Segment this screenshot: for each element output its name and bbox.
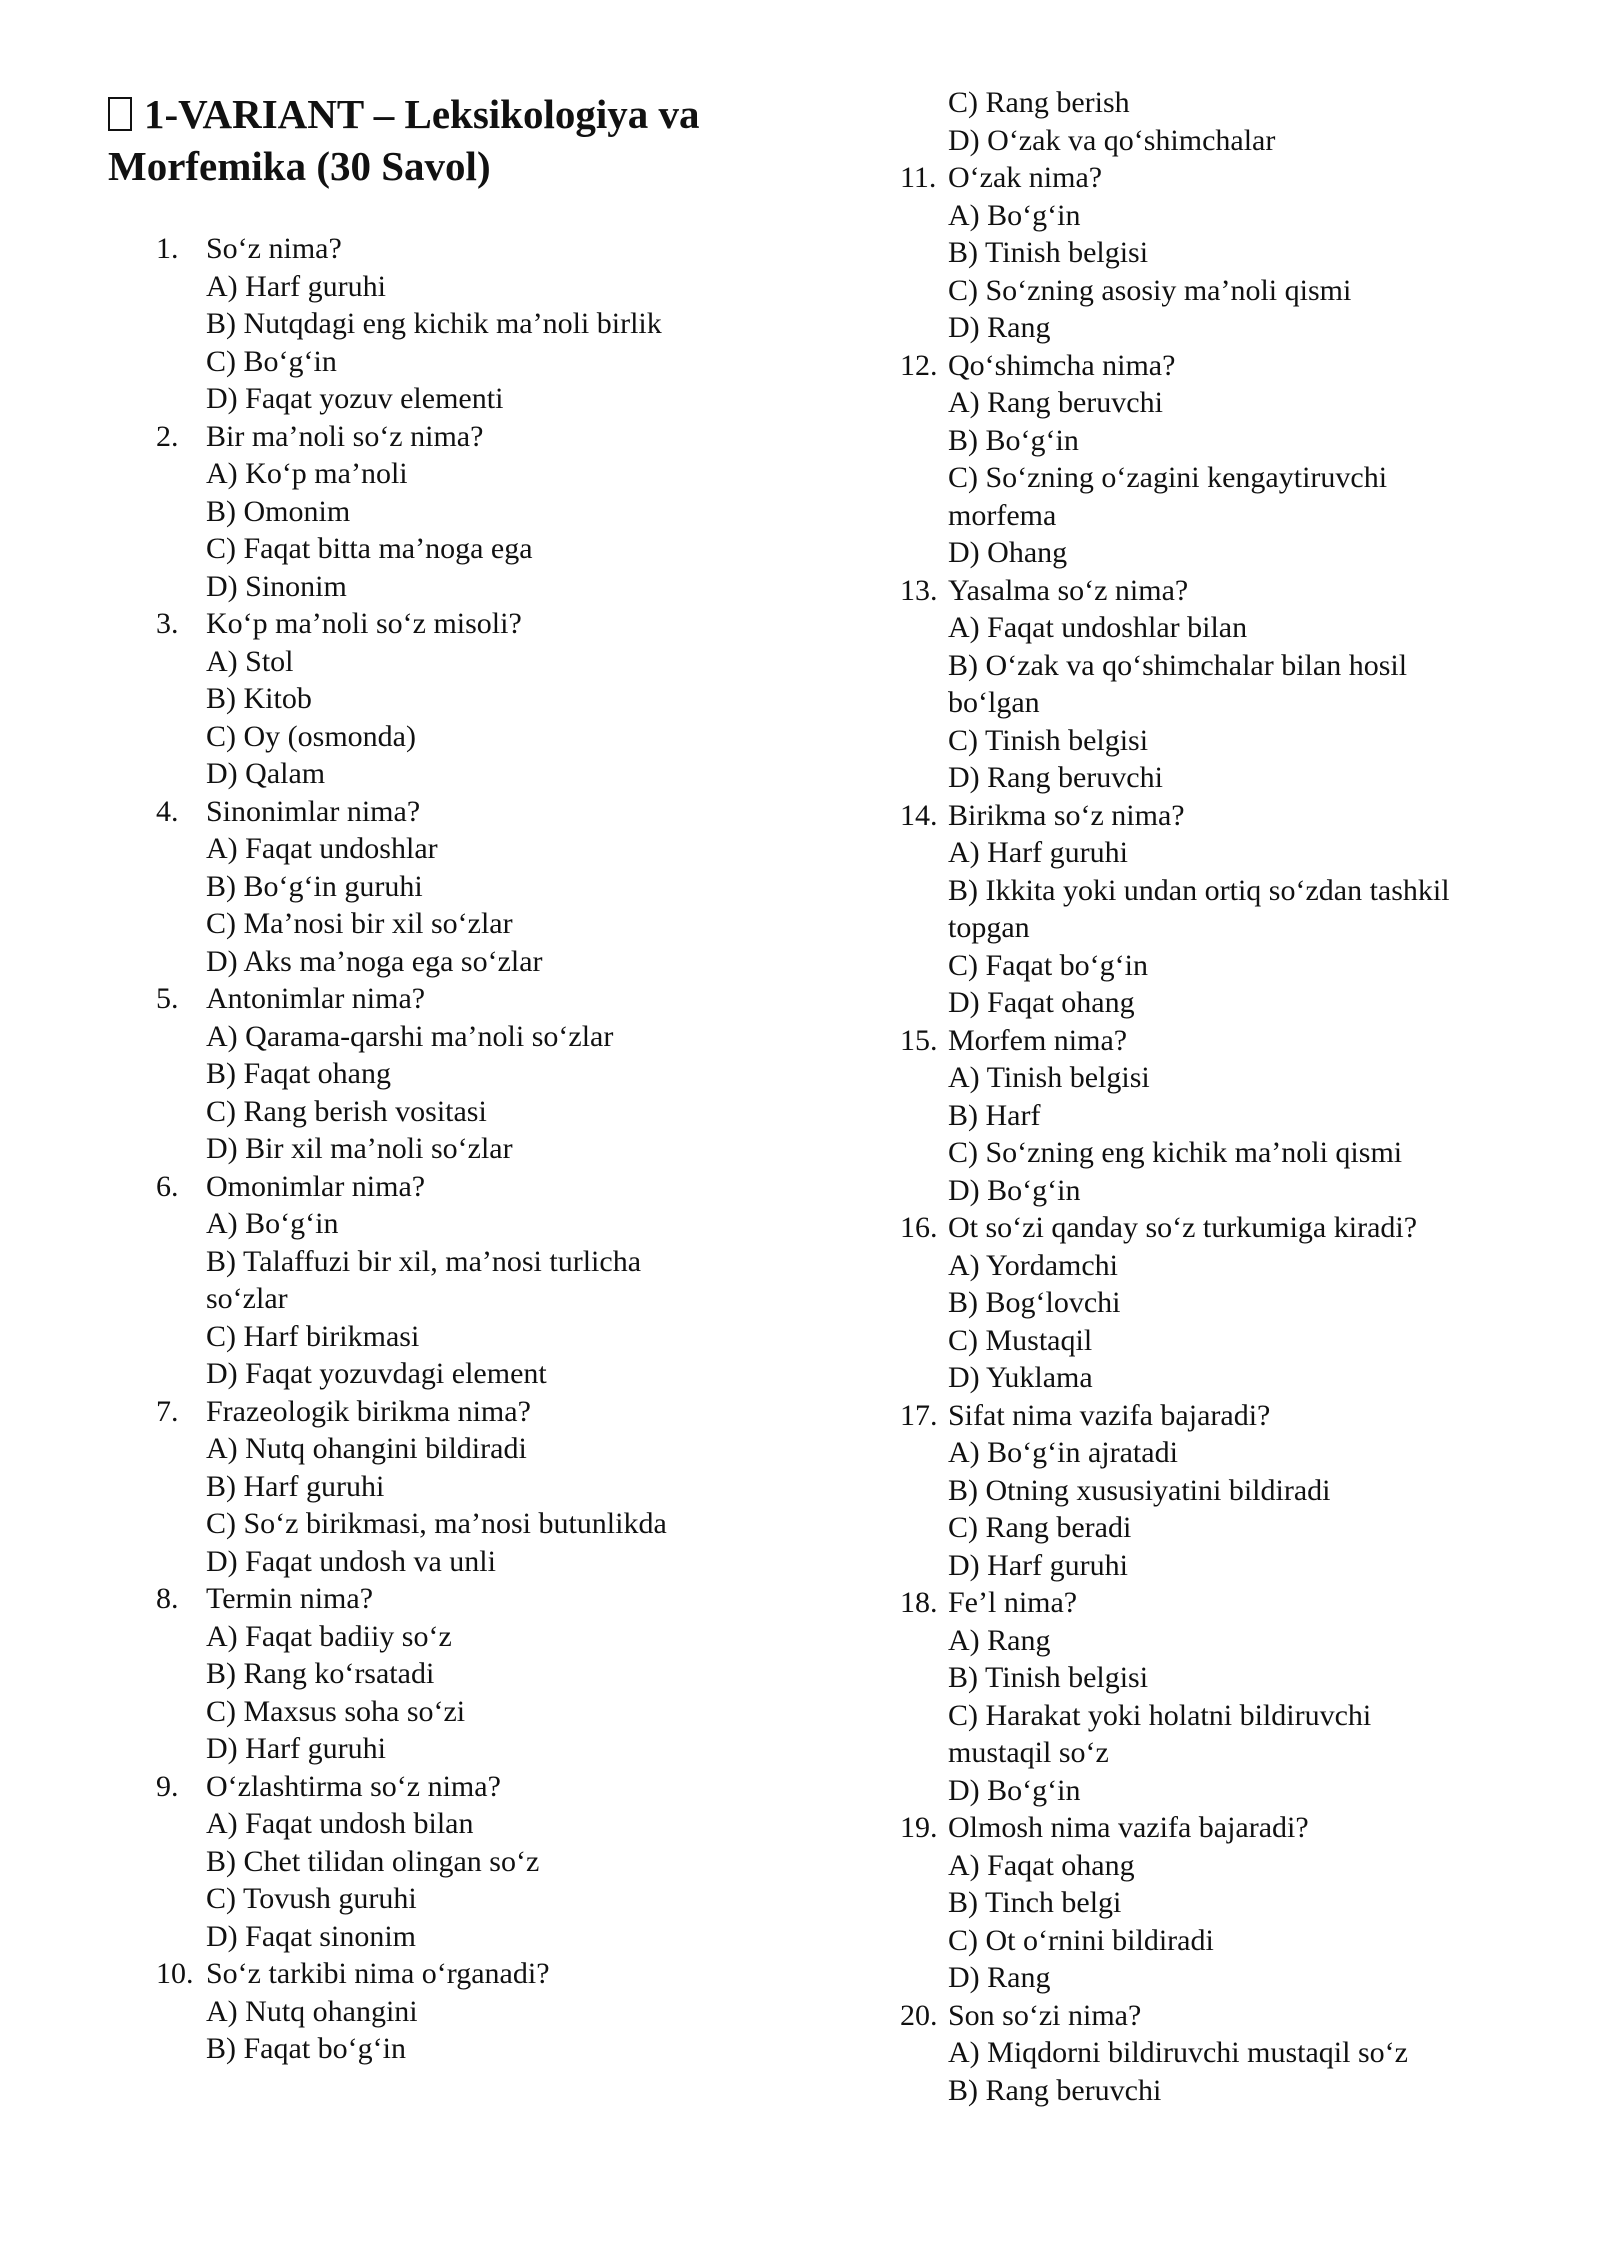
answer-option: A) Qarama-qarshi ma’noli so‘zlar [206,1019,614,1053]
answer-option: B) Bo‘g‘in [948,423,1079,457]
answer-option: D) Rang beruvchi [948,761,1163,794]
right-column [852,84,1512,2109]
answer-option: C) Ot o‘rnini bildiradi [948,1923,1214,1957]
question-text: Ot so‘zi qanday so‘z turkumiga kiradi? [948,1211,1418,1244]
answer-option: C) Rang beradi [948,1511,1132,1544]
answer-option: A) Rang [948,1623,1051,1657]
answer-option: A) Bo‘g‘in [948,198,1081,232]
answer-option: B) Chet tilidan olingan so‘z [206,1844,540,1878]
question-text: Ko‘p ma’noli so‘z misoli? [206,607,522,640]
answer-option: B) Talaffuzi bir xil, ma’nosi turlicha [206,1244,642,1278]
question-item [108,1580,748,1768]
question-number: 16. [900,1211,938,1244]
answer-option: D) Faqat sinonim [206,1919,416,1953]
question-text: So‘z tarkibi nima o‘rganadi? [206,1957,550,1990]
question-text: Antonimlar nima? [206,982,426,1015]
question-number: 11. [900,161,937,194]
answer-option: C) Ma’nosi bir xil so‘zlar [206,907,513,940]
question-item [852,347,1512,572]
question-item [852,1397,1512,1585]
answer-option: B) Nutqdagi eng kichik ma’noli birlik [206,307,662,340]
page-title [108,88,828,192]
question-number: 5. [156,982,179,1015]
question-item [852,1022,1512,1210]
answer-option: C) Mustaqil [948,1323,1093,1357]
question-text: Omonimlar nima? [206,1169,426,1203]
option-line: D) O‘zak va qo‘shimchalar [948,123,1276,157]
question-item [108,1955,748,2068]
question-text: Son so‘zi nima? [948,1998,1142,2032]
question-item [108,1393,748,1581]
answer-option: A) Miqdorni bildiruvchi mustaqil so‘z [948,2036,1408,2069]
answer-option: A) Faqat badiiy so‘z [206,1619,452,1653]
answer-option: A) Tinish belgisi [948,1061,1150,1094]
question-text: Qo‘shimcha nima? [948,348,1176,382]
answer-option: B) Ikkita yoki undan ortiq so‘zdan tashkil [948,873,1450,907]
question-text: O‘zlashtirma so‘z nima? [206,1769,501,1803]
answer-option: D) Yuklama [948,1361,1093,1394]
question-item [852,1997,1512,2110]
answer-option: D) Bo‘g‘in [948,1173,1081,1207]
title-line-2: Morfemika (30 Savol) [108,143,491,189]
question-text: Yasalma so‘z nima? [948,573,1189,607]
answer-option: C) Rang berish vositasi [206,1094,487,1128]
left-column [108,230,748,2068]
question-item [852,1809,1512,1997]
question-text: So‘z nima? [206,232,342,265]
answer-option: mustaqil so‘z [948,1736,1109,1769]
answer-option: A) Faqat undoshlar [206,832,438,865]
answer-option: A) Nutq ohangini [206,1994,418,2028]
answer-option: C) Bo‘g‘in [206,344,337,378]
answer-option: B) Kitob [206,682,312,715]
question-item [852,1584,1512,1809]
answer-option: D) Faqat ohang [948,986,1135,1019]
answer-option: D) Faqat yozuvdagi element [206,1357,547,1390]
question-number: 19. [900,1811,938,1844]
answer-option: A) Harf guruhi [206,269,386,303]
answer-option: D) Qalam [206,757,326,790]
answer-option: B) Harf guruhi [206,1469,385,1503]
answer-option: C) Tinish belgisi [948,723,1149,757]
answer-option: C) Tovush guruhi [206,1882,417,1915]
question-number: 10. [156,1957,194,1990]
answer-option: C) Oy (osmonda) [206,719,416,753]
answer-option: B) Bo‘g‘in guruhi [206,869,423,903]
answer-option: B) Rang ko‘rsatadi [206,1657,435,1690]
question-number: 4. [156,794,179,828]
answer-option: A) Faqat undoshlar bilan [948,611,1248,644]
question-text: Birikma so‘z nima? [948,798,1185,832]
question-number: 20. [900,1998,938,2032]
question-text: Frazeologik birikma nima? [206,1394,531,1428]
option-line: C) Rang berish [948,86,1130,119]
answer-option: B) Omonim [206,494,351,528]
question-text: Morfem nima? [948,1023,1128,1057]
question-number: 8. [156,1582,179,1615]
answer-option: D) Faqat yozuv elementi [206,382,504,415]
answer-option: topgan [948,911,1030,944]
answer-option: A) Bo‘g‘in [206,1207,339,1240]
question-item [108,793,748,981]
answer-option: D) Bo‘g‘in [948,1773,1081,1807]
answer-option: A) Stol [206,644,294,678]
question-number: 3. [156,607,179,640]
question-item [852,797,1512,1022]
answer-option: C) Harf birikmasi [206,1319,420,1353]
answer-option: A) Rang beruvchi [948,386,1163,419]
question-text: Termin nima? [206,1582,374,1615]
question-number: 17. [900,1398,938,1432]
answer-option: bo‘lgan [948,686,1040,719]
answer-option: D) Harf guruhi [206,1732,386,1765]
question-number: 18. [900,1586,938,1619]
answer-option: B) Rang beruvchi [948,2073,1162,2107]
answer-option: B) Tinish belgisi [948,236,1149,269]
question-number: 13. [900,573,938,607]
answer-option: A) Bo‘g‘in ajratadi [948,1436,1178,1469]
answer-option: C) Faqat bo‘g‘in [948,948,1148,982]
question-number: 9. [156,1769,179,1803]
question-number: 7. [156,1394,179,1428]
title-line-1: 1-VARIANT – Leksikologiya va [144,91,700,137]
answer-option: B) Tinish belgisi [948,1661,1149,1694]
question-item [108,980,748,1168]
answer-option: D) Ohang [948,536,1068,569]
question-item [108,1168,748,1393]
question-number: 6. [156,1169,179,1203]
question-number: 2. [156,419,179,453]
question-text: Olmosh nima vazifa bajaradi? [948,1811,1309,1844]
answer-option: B) O‘zak va qo‘shimchalar bilan hosil [948,648,1408,682]
answer-option: A) Harf guruhi [948,836,1128,869]
question-text: Sifat nima vazifa bajaradi? [948,1398,1271,1432]
answer-option: D) Sinonim [206,569,347,603]
answer-option: B) Harf [948,1098,1041,1132]
answer-option: B) Faqat bo‘g‘in [206,2032,406,2065]
question-text: Bir ma’noli so‘z nima? [206,419,484,453]
answer-option: D) Bir xil ma’noli so‘zlar [206,1132,513,1165]
answer-option: C) So‘z birikmasi, ma’nosi butunlikda [206,1507,667,1540]
answer-option: C) So‘zning o‘zagini kengaytiruvchi [948,461,1388,494]
answer-option: A) Yordamchi [948,1248,1118,1282]
answer-option: C) Harakat yoki holatni bildiruvchi [948,1698,1372,1732]
question-item [108,1768,748,1956]
answer-option: D) Rang [948,311,1051,344]
question-text: Sinonimlar nima? [206,794,421,828]
answer-option: A) Ko‘p ma’noli [206,457,408,490]
answer-option: C) So‘zning asosiy ma’noli qismi [948,273,1352,307]
question-item [108,230,748,418]
answer-option: C) Faqat bitta ma’noga ega [206,532,533,565]
answer-option: B) Bog‘lovchi [948,1286,1121,1319]
question-item [852,159,1512,347]
question-text: Fe’l nima? [948,1586,1078,1619]
answer-option: A) Nutq ohangini bildiradi [206,1432,527,1465]
question-text: O‘zak nima? [948,161,1103,194]
answer-option: D) Rang [948,1961,1051,1994]
answer-option: A) Faqat undosh bilan [206,1807,474,1840]
answer-option: B) Tinch belgi [948,1886,1122,1919]
question-item [108,418,748,606]
answer-option: D) Faqat undosh va unli [206,1544,496,1578]
question-number: 15. [900,1023,938,1057]
answer-option: D) Harf guruhi [948,1548,1128,1582]
answer-option: C) So‘zning eng kichik ma’noli qismi [948,1136,1403,1169]
question-number: 14. [900,798,938,832]
question-number: 1. [156,232,179,265]
question-item [852,1209,1512,1397]
answer-option: morfema [948,498,1057,532]
question-item [108,605,748,793]
answer-option: B) Faqat ohang [206,1057,391,1090]
question-number: 12. [900,348,938,382]
document-icon [108,97,132,131]
answer-option: B) Otning xususiyatini bildiradi [948,1473,1331,1507]
answer-option: D) Aks ma’noga ega so‘zlar [206,944,543,978]
question-item [852,572,1512,797]
answer-option: C) Maxsus soha so‘zi [206,1694,466,1728]
answer-option: so‘zlar [206,1282,288,1315]
question-10-continuation [852,84,1512,159]
answer-option: A) Faqat ohang [948,1848,1135,1882]
